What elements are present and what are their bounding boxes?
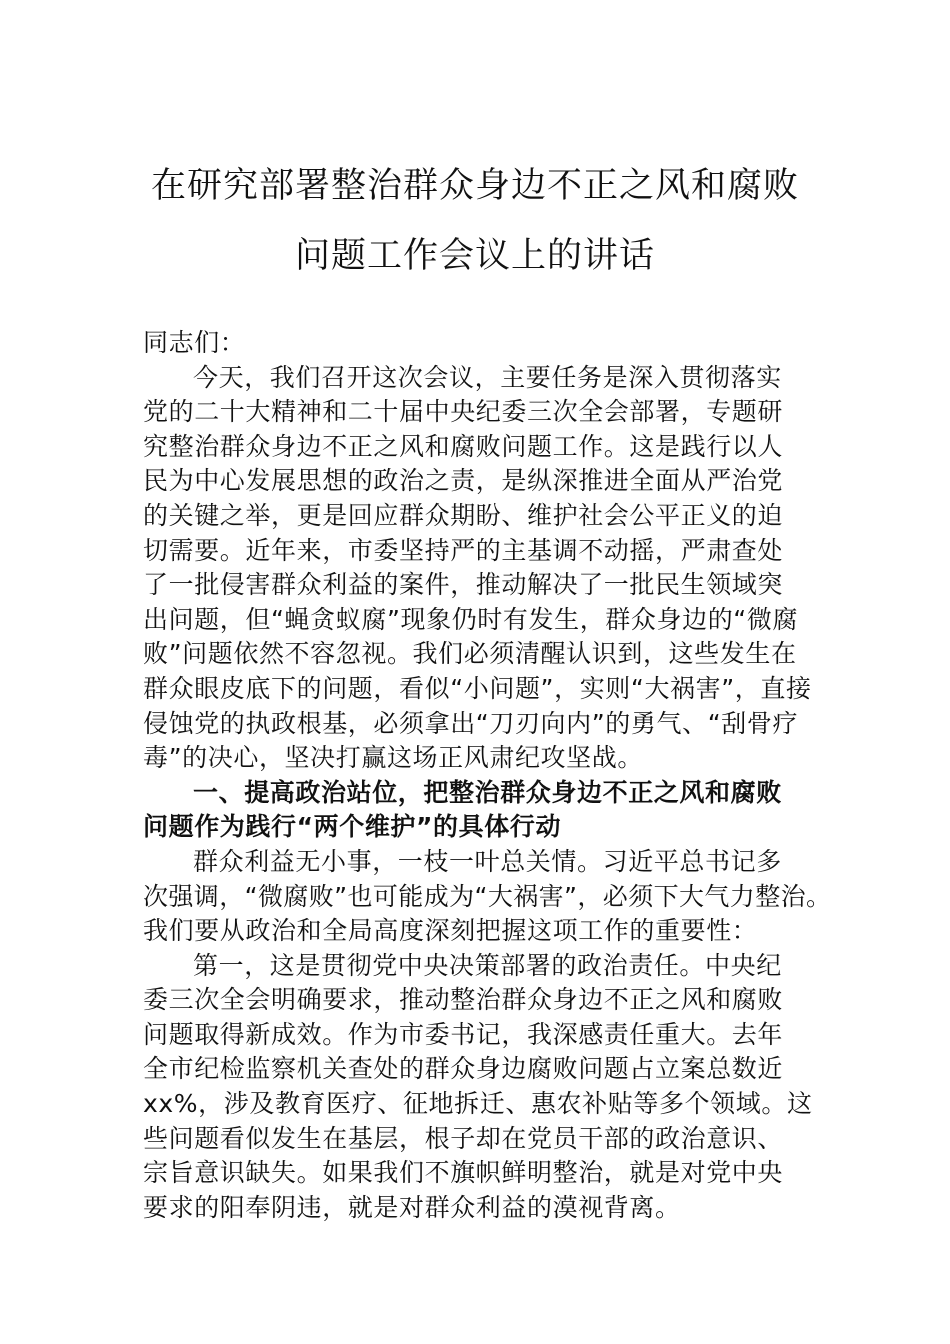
body-line: 第一，这是贯彻党中央决策部署的政治责任。中央纪 [193, 950, 782, 980]
body-line: 今天，我们召开这次会议，主要任务是深入贯彻落实 [193, 362, 782, 392]
body-line: 我们要从政治和全局高度深刻把握这项工作的重要性： [143, 916, 758, 946]
body-line: 党的二十大精神和二十届中央纪委三次全会部署，专题研 [143, 397, 784, 427]
body-line: 次强调，“微腐败”也可能成为“大祸害”，必须下大气力整治。 [143, 881, 832, 911]
document-title-line-1: 在研究部署整治群众身边不正之风和腐败 [150, 166, 799, 206]
body-line: 民为中心发展思想的政治之责，是纵深推进全面从严治党 [143, 466, 784, 496]
body-line: 了一批侵害群众利益的案件，推动解决了一批民生领域突 [143, 570, 784, 600]
document-body [143, 326, 833, 1225]
body-line: 群众眼皮底下的问题，看似“小问题”，实则“大祸害”，直接 [143, 673, 812, 703]
document-title-line-2: 问题工作会议上的讲话 [294, 236, 655, 276]
body-line: 出问题，但“蝇贪蚁腐”现象仍时有发生，群众身边的“微腐 [143, 604, 799, 634]
body-line: 败”问题依然不容忽视。我们必须清醒认识到，这些发生在 [143, 639, 797, 669]
section-heading-line: 问题作为践行“两个维护”的具体行动 [143, 812, 562, 842]
body-line: 委三次全会明确要求，推动整治群众身边不正之风和腐败 [143, 985, 784, 1015]
body-line: 问题取得新成效。作为市委书记，我深感责任重大。去年 [143, 1019, 784, 1049]
body-line: 毒”的决心，坚决打赢这场正风肃纪攻坚战。 [143, 743, 643, 773]
body-line: 群众利益无小事，一枝一叶总关情。习近平总书记多 [193, 846, 782, 876]
body-line: 要求的阳奉阴违，就是对群众利益的漠视背离。 [143, 1192, 681, 1222]
section-heading-line: 一、提高政治站位，把整治群众身边不正之风和腐败 [193, 777, 782, 807]
body-line: 宗旨意识缺失。如果我们不旗帜鲜明整治，就是对党中央 [143, 1158, 784, 1188]
body-line: 全市纪检监察机关查处的群众身边腐败问题占立案总数近 [143, 1054, 784, 1084]
body-line: 切需要。近年来，市委坚持严的主基调不动摇，严肃查处 [143, 535, 784, 565]
salutation: 同志们： [143, 328, 246, 357]
body-line: xx%，涉及教育医疗、征地拆迁、惠农补贴等多个领域。这 [143, 1089, 813, 1119]
body-line: 侵蚀党的执政根基，必须拿出“刀刃向内”的勇气、“刮骨疗 [143, 708, 799, 738]
body-line: 些问题看似发生在基层，根子却在党员干部的政治意识、 [143, 1123, 784, 1153]
body-line: 究整治群众身边不正之风和腐败问题工作。这是践行以人 [143, 431, 784, 461]
body-line: 的关键之举，更是回应群众期盼、维护社会公平正义的迫 [143, 500, 784, 530]
